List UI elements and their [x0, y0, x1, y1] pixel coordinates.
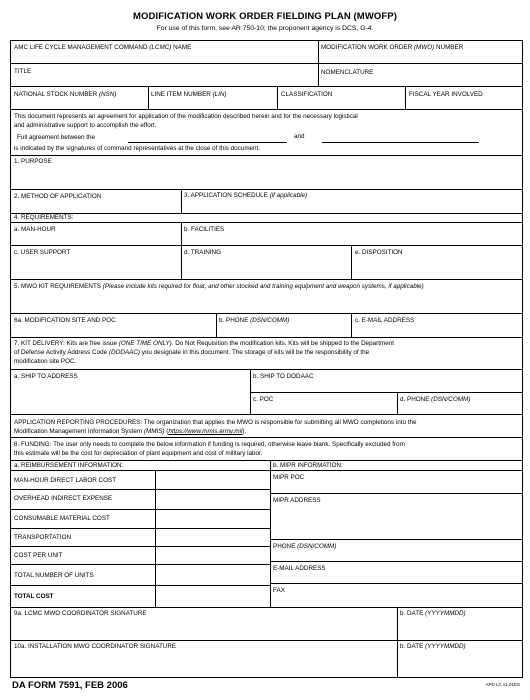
installation-date-field[interactable] — [398, 652, 521, 676]
installation-date-label: b. DATE (YYYYMMDD) — [400, 643, 466, 650]
site-poc-field[interactable] — [11, 325, 215, 336]
nsn-label: NATIONAL STOCK NUMBER (NSN) — [14, 91, 117, 98]
reimbursement-heading: a. REIMBURSEMENT INFORMATION: — [14, 462, 124, 469]
cost-field-total[interactable] — [156, 586, 269, 606]
user-support-field[interactable] — [11, 257, 180, 278]
site-poc-label: 6a. MODIFICATION SITE AND POC — [14, 317, 116, 324]
mipr-phone-label: PHONE (DSN/COMM) — [273, 543, 337, 550]
purpose-field[interactable] — [11, 167, 521, 188]
funding-text: 8. FUNDING: The user only needs to complete the below information if funding is required, otherwise leave blank. Specifically excluded from — [14, 441, 405, 448]
ship-dodaac-field[interactable] — [251, 381, 521, 391]
mipr-heading: b. MIPR INFORMATION: — [273, 462, 343, 469]
title-field[interactable] — [11, 76, 317, 86]
cost-field-overhead[interactable] — [156, 490, 269, 508]
ship-phone-label: d. PHONE (DSN/COMM) — [400, 396, 471, 403]
cost-label: OVERHEAD INDIRECT EXPENSE — [14, 495, 113, 502]
agreement-text: This document represents an agreement for application of the modification described herein and for the necessary logistical — [14, 113, 358, 120]
lin-label: LINE ITEM NUMBER (LIN) — [151, 91, 227, 98]
disposition-label: e. DISPOSITION — [355, 249, 403, 256]
user-support-label: c. USER SUPPORT — [14, 249, 71, 256]
mipr-email-field[interactable] — [271, 573, 521, 582]
cost-label: TOTAL NUMBER OF UNITS — [14, 572, 94, 579]
cost-field-units[interactable] — [156, 565, 269, 584]
form-title: MODIFICATION WORK ORDER FIELDING PLAN (MWOFP) — [133, 11, 397, 22]
training-label: d. TRAINING — [184, 249, 221, 256]
kit-delivery-text: modification site POC. — [14, 358, 77, 365]
site-phone-label: b. PHONE (DSN/COMM) — [219, 317, 290, 324]
ship-phone-field[interactable] — [398, 404, 521, 413]
divider — [10, 279, 523, 280]
agreement-between-label: Full agreement between the — [17, 134, 96, 141]
cost-field-material[interactable] — [156, 510, 269, 528]
schedule-label: 3. APPLICATION SCHEDULE (if applicable) — [184, 192, 308, 199]
divider — [10, 222, 523, 223]
divider — [10, 63, 523, 64]
reporting-text: Modification Management Information System (MMIS) (https://www.mmis.army.mil). — [14, 428, 247, 435]
total-cost-label: TOTAL COST — [14, 593, 54, 600]
manhour-label: a. MAN-HOUR — [14, 226, 56, 233]
classification-label: CLASSIFICATION — [281, 91, 333, 98]
reporting-text: APPLICATION REPORTING PROCEDURES: The organization that applies the MWO is responsible for submitting all MWO completions into the — [14, 419, 417, 426]
divider — [10, 313, 523, 314]
lcmc-signature-label: 9a. LCMC MWO COORDINATOR SIGNATURE — [14, 610, 147, 617]
mipr-email-label: E-MAIL ADDRESS — [273, 565, 326, 572]
divider — [10, 677, 523, 678]
divider — [10, 40, 523, 41]
fiscal-year-field[interactable] — [406, 99, 521, 109]
divider — [10, 155, 523, 156]
divider — [10, 607, 523, 608]
method-field[interactable] — [11, 201, 180, 212]
form-version: APD LC v1.01ES — [485, 682, 520, 687]
kit-delivery-text: 7. KIT DELIVERY: Kits are free issue (ONE TIME ONLY). Do Not Requisition the modification kits. Kits will be shipped to the Department — [14, 340, 394, 347]
lcmc-signature-field[interactable] — [11, 619, 396, 639]
agreement-text: and administrative support to accomplish the effort. — [14, 122, 157, 129]
facilities-label: b. FACILITIES — [184, 226, 225, 233]
divider — [270, 493, 523, 494]
mipr-phone-field[interactable] — [271, 551, 521, 560]
cost-label: CONSUMABLE MATERIAL COST — [14, 515, 110, 522]
form-subtitle: For use of this form, see AR 750-10; the proponent agency is DCS, G-4. — [156, 25, 374, 32]
divider — [10, 437, 523, 438]
agreement-and-label: and — [294, 133, 305, 140]
divider — [270, 583, 523, 584]
cost-field-per-unit[interactable] — [156, 547, 269, 563]
lin-field[interactable] — [149, 99, 276, 109]
divider — [270, 561, 523, 562]
divider — [10, 189, 523, 190]
divider — [10, 213, 523, 214]
site-email-field[interactable] — [352, 325, 521, 336]
divider — [10, 369, 523, 370]
divider — [10, 414, 523, 415]
divider — [10, 109, 523, 110]
ship-poc-field[interactable] — [251, 404, 396, 413]
disposition-field[interactable] — [352, 257, 521, 278]
form-number: DA FORM 7591, FEB 2006 — [12, 680, 128, 691]
lcmc-name-field[interactable] — [11, 53, 317, 63]
mipr-poc-field[interactable] — [271, 482, 521, 492]
agreement-text: is indicated by the signatures of command representatives at the close of this document. — [14, 145, 261, 152]
ship-dodaac-label: b. SHIP TO DODAAC — [253, 373, 314, 380]
divider — [10, 86, 523, 87]
manhour-field[interactable] — [11, 234, 180, 244]
lcmc-name-label: AMC LIFE CYCLE MANAGEMENT COMMAND (LCMC) NAME — [14, 44, 192, 51]
kit-requirements-field[interactable] — [11, 292, 521, 312]
installation-signature-label: 10a. INSTALLATION MWO COORDINATOR SIGNATURE — [14, 643, 177, 650]
divider — [10, 640, 523, 641]
requirements-heading: 4. REQUIREMENTS: — [14, 214, 74, 221]
kit-requirements-label: 5. MWO KIT REQUIREMENTS (Please include kits required for float, and other stocked and training equipment and weapon systems, if applicable) — [14, 283, 424, 290]
divider — [10, 337, 523, 338]
kit-delivery-text: of Defense Activity Address Code (DODAAC) you designate in this document. The storage of kits will be the responsibility of the — [14, 349, 370, 356]
mipr-address-label: MIPR ADDRESS — [273, 497, 321, 504]
mwo-number-field[interactable] — [319, 53, 521, 63]
facilities-field[interactable] — [182, 234, 521, 244]
mmis-link[interactable]: https://www.mmis.army.mil — [168, 428, 243, 435]
site-email-label: c. E-MAIL ADDRESS — [355, 317, 415, 324]
ship-address-label: a. SHIP TO ADDRESS — [14, 373, 78, 380]
divider — [270, 539, 523, 540]
method-label: 2. METHOD OF APPLICATION — [14, 193, 102, 200]
mipr-address-field[interactable] — [271, 505, 521, 538]
installation-signature-field[interactable] — [11, 652, 396, 676]
nomenclature-field[interactable] — [319, 76, 521, 86]
divider — [10, 40, 11, 677]
divider — [10, 245, 523, 246]
site-phone-field[interactable] — [217, 325, 350, 336]
mipr-poc-label: MIPR POC — [273, 474, 305, 481]
lcmc-date-field[interactable] — [398, 619, 521, 639]
funding-text: this estimate will be the cost for depreciation of plant equipment and cost of military labor. — [14, 450, 263, 457]
ship-poc-label: c. POC — [253, 396, 274, 403]
nsn-field[interactable] — [11, 99, 147, 109]
classification-field[interactable] — [278, 99, 404, 109]
mipr-fax-label: FAX — [273, 587, 285, 594]
purpose-label: 1. PURPOSE — [14, 158, 52, 165]
cost-label: COST PER UNIT — [14, 552, 63, 559]
agreement-party2-line[interactable] — [322, 142, 479, 143]
divider — [522, 40, 523, 677]
ship-address-field[interactable] — [11, 381, 249, 413]
nomenclature-label: NOMENCLATURE — [321, 69, 374, 76]
mipr-fax-field[interactable] — [271, 595, 521, 606]
cost-field-labor[interactable] — [156, 471, 269, 489]
cost-label: MAN-HOUR DIRECT LABOR COST — [14, 477, 117, 484]
cost-field-transportation[interactable] — [156, 529, 269, 545]
training-field[interactable] — [182, 257, 350, 278]
title-label: TITLE — [14, 68, 32, 75]
agreement-party1-line[interactable] — [128, 142, 287, 143]
schedule-field[interactable] — [182, 201, 521, 212]
fiscal-year-label: FISCAL YEAR INVOLVED — [409, 91, 483, 98]
divider — [10, 460, 523, 461]
cost-label: TRANSPORTATION — [14, 534, 72, 541]
divider — [250, 392, 523, 393]
mwo-number-label: MODIFICATION WORK ORDER (MWO) NUMBER — [321, 44, 464, 51]
lcmc-date-label: b. DATE (YYYYMMDD) — [400, 610, 466, 617]
